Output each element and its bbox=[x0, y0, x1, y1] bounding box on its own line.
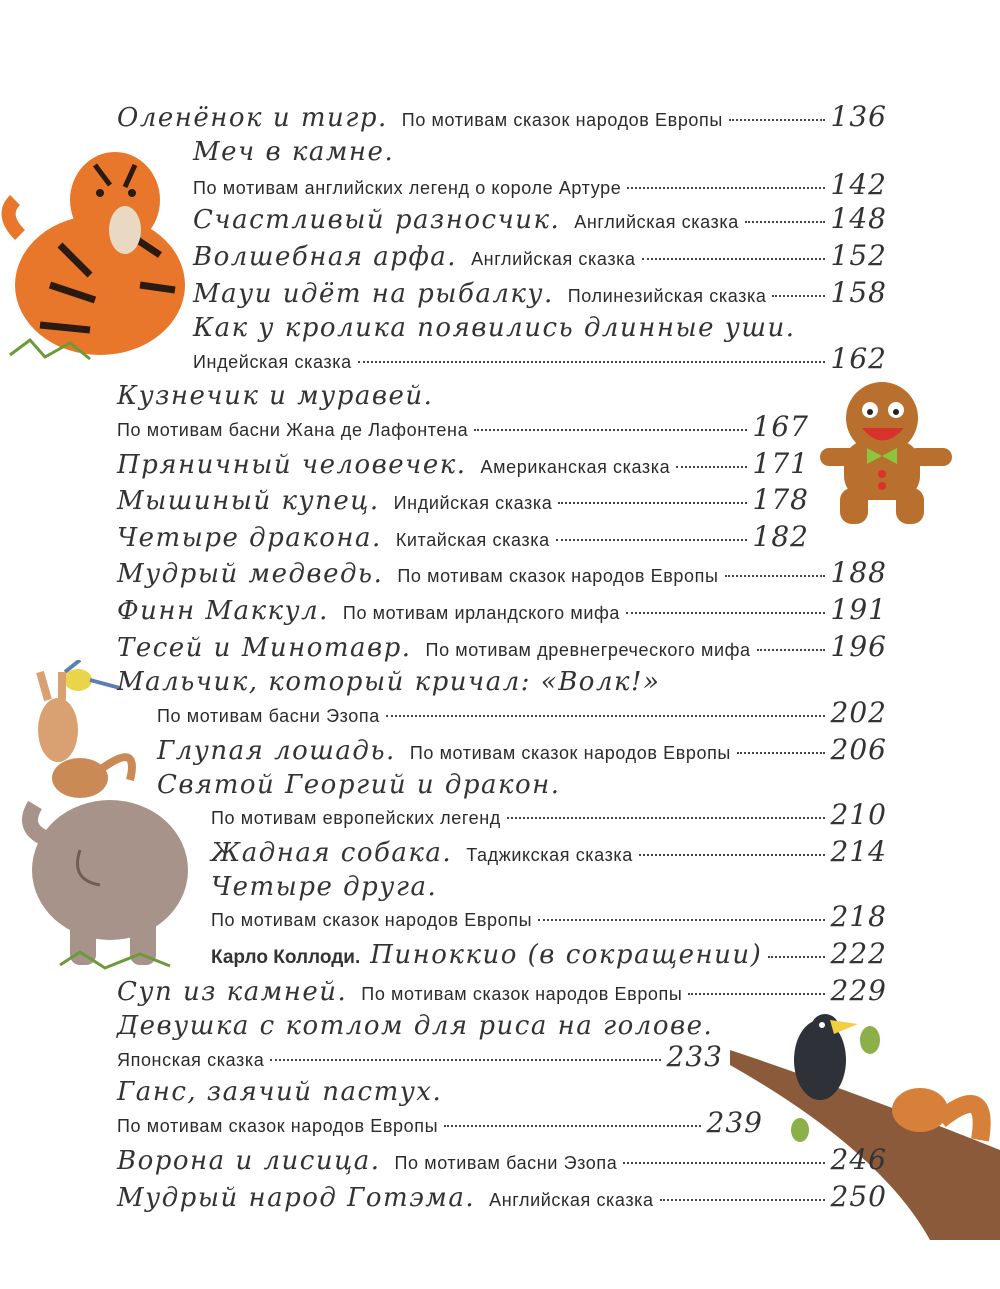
story-title: Мышиный купец. bbox=[117, 486, 380, 516]
page-number: 171 bbox=[752, 447, 809, 480]
page-number: 148 bbox=[830, 202, 887, 235]
toc-entry[interactable] bbox=[157, 696, 887, 729]
story-title: Ганс, заячий пастух. bbox=[117, 1077, 443, 1107]
toc-entry[interactable] bbox=[117, 447, 809, 480]
toc-entry[interactable] bbox=[117, 1143, 887, 1176]
dot-leader bbox=[270, 1059, 660, 1061]
story-title: Мальчик, который кричал: «Волк!» bbox=[117, 667, 661, 697]
page-number: 218 bbox=[830, 900, 887, 933]
toc-entry[interactable] bbox=[211, 835, 887, 868]
page-number: 250 bbox=[830, 1180, 887, 1213]
story-title: Оленёнок и тигр. bbox=[117, 103, 388, 133]
dot-leader bbox=[757, 649, 825, 651]
toc-entry[interactable] bbox=[117, 593, 887, 626]
page-number: 188 bbox=[830, 556, 887, 589]
dot-leader bbox=[474, 429, 746, 431]
story-source: Английская сказка bbox=[489, 1190, 654, 1210]
dot-leader bbox=[660, 1199, 825, 1201]
toc-entry[interactable] bbox=[157, 733, 887, 766]
story-source: По мотивам сказок народов Европы bbox=[397, 566, 719, 586]
story-title: Четыре друга. bbox=[211, 872, 438, 902]
dot-leader bbox=[642, 258, 825, 260]
story-source: По мотивам английских легенд о короле Артуре bbox=[193, 178, 622, 198]
story-source: По мотивам сказок народов Европы bbox=[117, 1116, 439, 1136]
story-source: Американская сказка bbox=[480, 457, 671, 477]
dot-leader bbox=[737, 752, 825, 754]
story-source: По мотивам древнегреческого мифа bbox=[425, 640, 751, 660]
story-source: Таджикская сказка bbox=[466, 845, 633, 865]
gingerbread-man-illustration bbox=[812, 378, 962, 528]
page-number: 162 bbox=[830, 342, 887, 375]
dot-leader bbox=[772, 295, 824, 297]
story-title: Четыре дракона. bbox=[117, 523, 382, 553]
toc-entry[interactable] bbox=[117, 483, 809, 516]
author-name: Карло Коллоди. bbox=[211, 947, 361, 968]
story-title: Тесей и Минотавр. bbox=[117, 633, 412, 663]
story-source: По мотивам европейских легенд bbox=[211, 808, 501, 828]
dot-leader bbox=[623, 1162, 824, 1164]
dot-leader bbox=[507, 817, 825, 819]
toc-entry[interactable] bbox=[117, 100, 887, 133]
story-title: Кузнечик и муравей. bbox=[117, 381, 434, 411]
toc-entry[interactable] bbox=[117, 410, 809, 443]
toc-entry[interactable] bbox=[117, 1011, 713, 1041]
dot-leader bbox=[626, 612, 825, 614]
page-number: 196 bbox=[830, 630, 887, 663]
story-source: Английская сказка bbox=[574, 212, 739, 232]
story-source: Английская сказка bbox=[471, 249, 636, 269]
story-title: Мудрый народ Готэма. bbox=[117, 1183, 476, 1213]
story-title: Суп из камней. bbox=[117, 977, 348, 1007]
story-title: Счастливый разносчик. bbox=[193, 205, 561, 235]
story-source: По мотивам басни Эзопа bbox=[157, 706, 380, 726]
story-title: Глупая лошадь. bbox=[157, 736, 396, 766]
dot-leader bbox=[627, 187, 824, 189]
story-title: Жадная собака. bbox=[211, 838, 453, 868]
page-number: 202 bbox=[830, 696, 887, 729]
dot-leader bbox=[556, 539, 747, 541]
page-number: 182 bbox=[752, 520, 809, 553]
page-number: 152 bbox=[830, 239, 887, 272]
story-source: По мотивам басни Эзопа bbox=[394, 1153, 618, 1173]
page-number: 233 bbox=[666, 1040, 723, 1073]
story-title: Как у кролика появились длинные уши. bbox=[193, 313, 796, 343]
page-number: 142 bbox=[830, 168, 887, 201]
toc-entry[interactable] bbox=[117, 1040, 723, 1073]
toc-entry[interactable] bbox=[211, 872, 437, 902]
toc-entry[interactable] bbox=[211, 798, 887, 831]
dot-leader bbox=[745, 221, 825, 223]
toc-entry[interactable] bbox=[211, 900, 887, 933]
toc-entry[interactable] bbox=[117, 1077, 442, 1107]
story-source: По мотивам сказок народов Европы bbox=[361, 984, 683, 1004]
dot-leader bbox=[729, 119, 825, 121]
story-title: Волшебная арфа. bbox=[193, 242, 458, 272]
story-source: Полинезийская сказка bbox=[567, 286, 767, 306]
dot-leader bbox=[386, 715, 825, 717]
toc-entry[interactable] bbox=[193, 276, 887, 309]
toc-entry[interactable] bbox=[117, 667, 660, 697]
story-title: Финн Маккул. bbox=[117, 596, 329, 626]
story-source: По мотивам сказок народов Европы bbox=[211, 910, 533, 930]
page-number: 229 bbox=[830, 974, 887, 1007]
story-source: По мотивам басни Жана де Лафонтена bbox=[117, 420, 469, 440]
story-source: По мотивам сказок народов Европы bbox=[401, 110, 723, 130]
page-number: 158 bbox=[830, 276, 887, 309]
dot-leader bbox=[558, 502, 746, 504]
page-number: 239 bbox=[706, 1106, 763, 1139]
dot-leader bbox=[444, 1125, 700, 1127]
dot-leader bbox=[358, 361, 825, 363]
toc-entry[interactable] bbox=[157, 770, 561, 800]
toc-entry[interactable] bbox=[117, 1106, 763, 1139]
story-source: По мотивам ирландского мифа bbox=[342, 603, 621, 623]
story-source: Китайская сказка bbox=[395, 530, 550, 550]
toc-entry[interactable] bbox=[193, 313, 796, 343]
page-number: 246 bbox=[830, 1143, 887, 1176]
page-number: 210 bbox=[830, 798, 887, 831]
toc-entry[interactable] bbox=[117, 381, 433, 411]
page-number: 136 bbox=[830, 100, 887, 133]
story-title: Мудрый медведь. bbox=[117, 559, 384, 589]
dot-leader bbox=[538, 919, 824, 921]
page-number: 222 bbox=[830, 937, 887, 970]
story-title: Меч в камне. bbox=[193, 137, 395, 167]
page-number: 206 bbox=[830, 733, 887, 766]
toc-entry[interactable] bbox=[117, 520, 809, 553]
story-source: Индийская сказка bbox=[393, 493, 553, 513]
dot-leader bbox=[688, 993, 824, 995]
toc-entry[interactable] bbox=[193, 168, 887, 201]
toc-entry[interactable] bbox=[193, 342, 887, 375]
story-title: Пряничный человечек. bbox=[117, 450, 467, 480]
story-title: Девушка с котлом для риса на голове. bbox=[117, 1011, 714, 1041]
page-number: 167 bbox=[752, 410, 809, 443]
page-number: 178 bbox=[752, 483, 809, 516]
dot-leader bbox=[725, 575, 825, 577]
toc-entry[interactable] bbox=[117, 974, 887, 1007]
story-title: Ворона и лисица. bbox=[117, 1146, 381, 1176]
toc-entry[interactable] bbox=[193, 239, 887, 272]
story-title: Святой Георгий и дракон. bbox=[157, 770, 561, 800]
page-number: 191 bbox=[830, 593, 887, 626]
story-source: Индейская сказка bbox=[193, 352, 352, 372]
page-number: 214 bbox=[830, 835, 887, 868]
story-title: Пиноккио (в сокращении) bbox=[370, 940, 763, 970]
tiger-illustration bbox=[0, 125, 200, 365]
toc-entry[interactable] bbox=[193, 137, 394, 167]
toc-entry[interactable] bbox=[117, 556, 887, 589]
dot-leader bbox=[676, 466, 746, 468]
toc-entry[interactable] bbox=[193, 202, 887, 235]
dot-leader bbox=[639, 854, 825, 856]
toc-entry[interactable] bbox=[117, 630, 887, 663]
story-title: Мауи идёт на рыбалку. bbox=[193, 279, 554, 309]
toc-entry[interactable] bbox=[117, 1180, 887, 1213]
story-source: Японская сказка bbox=[117, 1050, 265, 1070]
dot-leader bbox=[768, 956, 824, 958]
story-source: По мотивам сказок народов Европы bbox=[409, 743, 731, 763]
toc-entry[interactable] bbox=[211, 937, 887, 970]
